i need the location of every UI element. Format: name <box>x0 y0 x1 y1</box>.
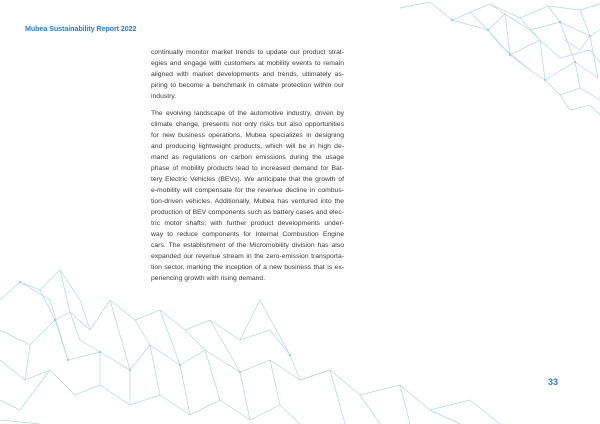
text-line: climate change, presents not only risks but also opportunities <box>151 120 344 128</box>
text-line: cars. The establishment of the Micromobility division has also <box>151 241 344 249</box>
text-line: expanded our revenue stream in the zero-emission transporta- <box>151 252 344 260</box>
text-line: periencing growth with rising demand. <box>151 274 266 282</box>
text-line: production of BEV components such as battery cases and elec- <box>151 208 344 216</box>
text-line: and producing lightweight products, which will be in high de- <box>151 142 344 150</box>
text-line: tion-driven vehicles. Additionally, Mubea has ventured into the <box>151 197 344 205</box>
paragraph-automotive-landscape <box>151 108 344 284</box>
text-line: egies and engage with customers at mobility events to remain <box>151 60 344 67</box>
text-line: mand as regulations on carbon emissions during the usage <box>151 153 344 161</box>
text-line: e-mobility will compensate for the revenue decline in combus- <box>151 186 344 194</box>
text-line: industry. <box>151 93 177 100</box>
text-line: tery Electric Vehicles (BEVs). We anticipate that the growth of <box>151 175 344 183</box>
text-line: phase of mobility products lead to increased demand for Bat- <box>151 164 344 172</box>
text-line: aligned with market developments and trends, ultimately as- <box>151 71 344 78</box>
text-line: tion sector, marking the inception of a new business that is ex- <box>151 263 344 271</box>
text-line: tric motor shafts, with further product developments under- <box>151 219 344 227</box>
text-line: for new business operations. Mubea specializes in designing <box>151 131 344 139</box>
body-text-column <box>151 47 344 289</box>
text-line: piring to become a benchmark in climate protection within our <box>151 82 344 89</box>
paragraph-market-trends <box>151 47 344 102</box>
page-number: 33 <box>548 377 559 387</box>
text-line: way to reduce components for Internal Combustion Engine <box>151 230 344 238</box>
text-line: continually monitor market trends to update our product strat- <box>151 49 344 56</box>
text-line: The evolving landscape of the automotive industry, driven by <box>151 109 344 117</box>
report-header-title: Mubea Sustainability Report 2022 <box>25 24 137 33</box>
